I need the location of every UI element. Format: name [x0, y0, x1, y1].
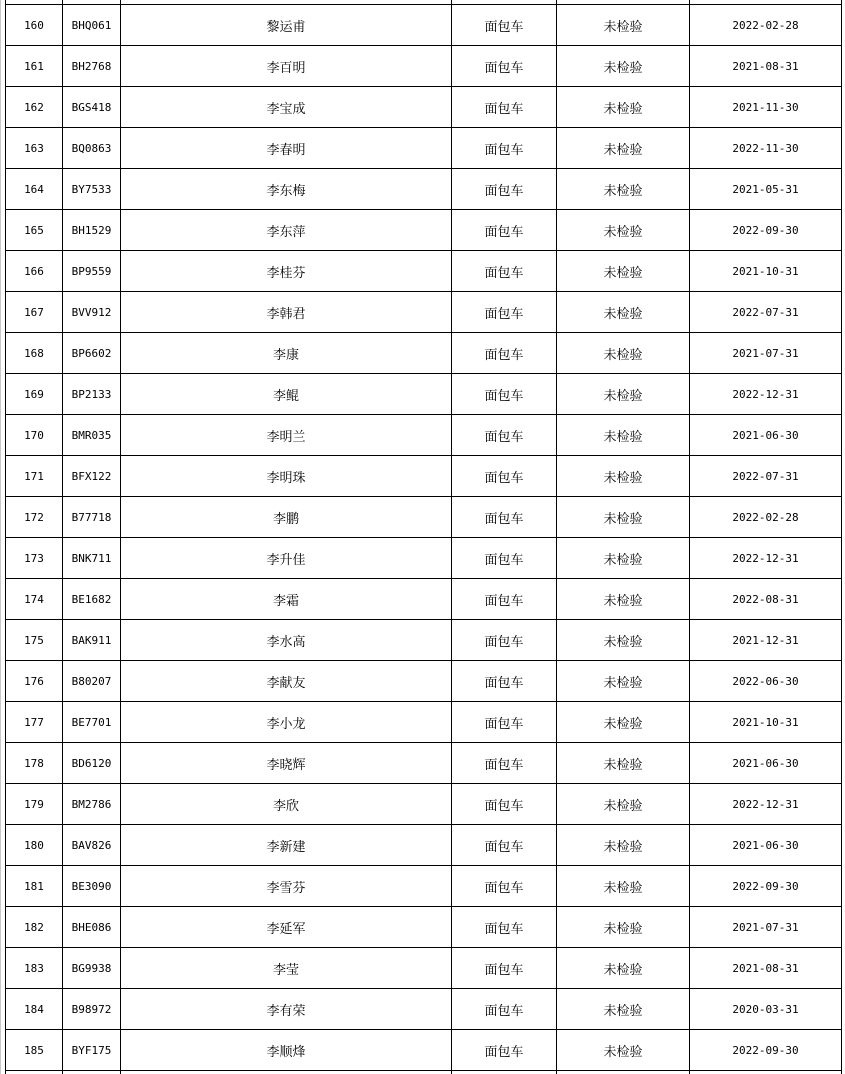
plate-number-cell[interactable]: BNK711	[63, 538, 121, 579]
plate-number-cell[interactable]: BGS418	[63, 87, 121, 128]
table-row	[6, 333, 842, 374]
expiry-date-cell[interactable]: 2022-09-30	[690, 210, 842, 251]
row-number-cell[interactable]: 179	[6, 784, 63, 825]
inspection-status-cell[interactable]: 未检验	[557, 251, 690, 292]
owner-name-cell[interactable]: 李桂芬	[121, 251, 452, 292]
inspection-status-cell[interactable]: 未检验	[557, 497, 690, 538]
inspection-status-cell[interactable]: 未检验	[557, 579, 690, 620]
row-number-cell[interactable]	[6, 1071, 63, 1074]
plate-number-cell[interactable]: BH1529	[63, 210, 121, 251]
inspection-status-cell[interactable]: 未检验	[557, 210, 690, 251]
owner-name-cell[interactable]: 黎运甫	[121, 5, 452, 46]
inspection-status-cell[interactable]: 未检验	[557, 948, 690, 989]
plate-number-cell[interactable]: BFX122	[63, 456, 121, 497]
row-number-cell[interactable]: 174	[6, 579, 63, 620]
inspection-status-cell[interactable]: 未检验	[557, 415, 690, 456]
inspection-status-cell[interactable]: 未检验	[557, 743, 690, 784]
plate-number-cell[interactable]: BH2768	[63, 46, 121, 87]
expiry-date-cell[interactable]: 2022-11-30	[690, 128, 842, 169]
expiry-date-cell[interactable]: 2021-10-31	[690, 251, 842, 292]
vehicle-type-cell[interactable]: 面包车	[452, 1030, 557, 1071]
inspection-status-cell[interactable]: 未检验	[557, 333, 690, 374]
plate-number-cell[interactable]: B98972	[63, 989, 121, 1030]
owner-name-cell[interactable]: 李雪芬	[121, 866, 452, 907]
vehicle-type-cell[interactable]: 面包车	[452, 415, 557, 456]
vehicle-type-cell[interactable]: 面包车	[452, 497, 557, 538]
expiry-date-cell[interactable]: 2022-12-31	[690, 784, 842, 825]
owner-name-cell[interactable]: 李韩君	[121, 292, 452, 333]
inspection-status-cell[interactable]: 未检验	[557, 1030, 690, 1071]
table-row	[6, 5, 842, 46]
table-row	[6, 210, 842, 251]
inspection-status-cell[interactable]: 未检验	[557, 866, 690, 907]
table-row	[6, 1071, 842, 1074]
owner-name-cell[interactable]: 李水高	[121, 620, 452, 661]
row-number-cell[interactable]: 185	[6, 1030, 63, 1071]
inspection-status-cell[interactable]: 未检验	[557, 784, 690, 825]
table-row	[6, 46, 842, 87]
expiry-date-cell[interactable]: 2021-08-31	[690, 948, 842, 989]
owner-name-cell[interactable]: 李新建	[121, 825, 452, 866]
vehicle-type-cell[interactable]: 面包车	[452, 661, 557, 702]
table-row	[6, 784, 842, 825]
row-number-cell[interactable]: 164	[6, 169, 63, 210]
plate-number-cell[interactable]: BE3090	[63, 866, 121, 907]
vehicle-type-cell[interactable]: 面包车	[452, 620, 557, 661]
row-number-cell[interactable]: 169	[6, 374, 63, 415]
inspection-status-cell[interactable]: 未检验	[557, 374, 690, 415]
vehicle-type-cell[interactable]: 面包车	[452, 456, 557, 497]
plate-number-cell[interactable]: BE1682	[63, 579, 121, 620]
row-number-cell[interactable]: 177	[6, 702, 63, 743]
owner-name-cell[interactable]: 李霜	[121, 579, 452, 620]
vehicle-type-cell[interactable]: 面包车	[452, 743, 557, 784]
owner-name-cell[interactable]: 李欣	[121, 784, 452, 825]
row-number-cell[interactable]: 178	[6, 743, 63, 784]
table-row	[6, 87, 842, 128]
vehicle-type-cell[interactable]: 面包车	[452, 579, 557, 620]
plate-number-cell[interactable]: BY7533	[63, 169, 121, 210]
table-row	[6, 538, 842, 579]
vehicle-type-cell[interactable]: 面包车	[452, 538, 557, 579]
owner-name-cell[interactable]: 李小龙	[121, 702, 452, 743]
inspection-status-cell[interactable]: 未检验	[557, 907, 690, 948]
plate-number-cell[interactable]: BP9559	[63, 251, 121, 292]
vehicle-type-cell[interactable]: 面包车	[452, 210, 557, 251]
vehicle-type-cell[interactable]: 面包车	[452, 374, 557, 415]
expiry-date-cell[interactable]: 2022-09-30	[690, 1030, 842, 1071]
plate-number-cell[interactable]: BG9938	[63, 948, 121, 989]
inspection-status-cell[interactable]: 未检验	[557, 989, 690, 1030]
expiry-date-cell[interactable]: 2021-05-31	[690, 169, 842, 210]
inspection-status-cell[interactable]: 未检验	[557, 292, 690, 333]
inspection-status-cell[interactable]: 未检验	[557, 456, 690, 497]
owner-name-cell[interactable]: 李升佳	[121, 538, 452, 579]
row-number-cell[interactable]: 172	[6, 497, 63, 538]
owner-name-cell[interactable]: 李鲲	[121, 374, 452, 415]
expiry-date-cell[interactable]: 2022-06-30	[690, 661, 842, 702]
table-row	[6, 128, 842, 169]
inspection-status-cell[interactable]: 未检验	[557, 5, 690, 46]
inspection-status-cell[interactable]: 未检验	[557, 128, 690, 169]
expiry-date-cell[interactable]: 2022-09-30	[690, 866, 842, 907]
row-number-cell[interactable]: 161	[6, 46, 63, 87]
inspection-status-cell[interactable]: 未检验	[557, 169, 690, 210]
owner-name-cell[interactable]: 李康	[121, 333, 452, 374]
vehicle-type-cell[interactable]: 面包车	[452, 702, 557, 743]
inspection-status-cell[interactable]: 未检验	[557, 46, 690, 87]
vehicle-roster-table	[5, 0, 842, 1074]
inspection-status-cell[interactable]: 未检验	[557, 87, 690, 128]
expiry-date-cell[interactable]: 2021-10-31	[690, 702, 842, 743]
vehicle-type-cell[interactable]: 面包车	[452, 825, 557, 866]
table-row	[6, 907, 842, 948]
row-number-cell[interactable]: 180	[6, 825, 63, 866]
table-row	[6, 702, 842, 743]
row-number-cell[interactable]: 184	[6, 989, 63, 1030]
plate-number-cell[interactable]: BHE086	[63, 907, 121, 948]
vehicle-type-cell[interactable]: 面包车	[452, 5, 557, 46]
vehicle-type-cell[interactable]: 面包车	[452, 989, 557, 1030]
row-number-cell[interactable]: 165	[6, 210, 63, 251]
plate-number-cell[interactable]: B77718	[63, 497, 121, 538]
vehicle-type-cell[interactable]: 面包车	[452, 251, 557, 292]
owner-name-cell[interactable]: 李宝成	[121, 87, 452, 128]
plate-number-cell[interactable]: BVV912	[63, 292, 121, 333]
row-number-cell[interactable]: 173	[6, 538, 63, 579]
expiry-date-cell[interactable]: 2022-12-31	[690, 374, 842, 415]
expiry-date-cell[interactable]: 2021-11-30	[690, 87, 842, 128]
row-number-cell[interactable]: 166	[6, 251, 63, 292]
owner-name-cell[interactable]: 李明兰	[121, 415, 452, 456]
table-row	[6, 292, 842, 333]
row-number-cell[interactable]: 162	[6, 87, 63, 128]
table-row	[6, 743, 842, 784]
plate-number-cell[interactable]: BHQ061	[63, 5, 121, 46]
vehicle-type-cell[interactable]: 面包车	[452, 169, 557, 210]
expiry-date-cell[interactable]: 2021-06-30	[690, 825, 842, 866]
table-row	[6, 866, 842, 907]
owner-name-cell[interactable]: 李百明	[121, 46, 452, 87]
expiry-date-cell[interactable]: 2020-03-31	[690, 989, 842, 1030]
expiry-date-cell[interactable]: 2021-07-31	[690, 907, 842, 948]
table-row	[6, 169, 842, 210]
owner-name-cell[interactable]: 李延军	[121, 907, 452, 948]
plate-number-cell[interactable]: BP2133	[63, 374, 121, 415]
owner-name-cell[interactable]: 李献友	[121, 661, 452, 702]
row-number-cell[interactable]: 170	[6, 415, 63, 456]
inspection-status-cell[interactable]: 未检验	[557, 661, 690, 702]
row-number-cell[interactable]: 171	[6, 456, 63, 497]
owner-name-cell[interactable]: 李明珠	[121, 456, 452, 497]
row-number-cell[interactable]: 163	[6, 128, 63, 169]
table-row	[6, 825, 842, 866]
table-row	[6, 989, 842, 1030]
table-row	[6, 415, 842, 456]
table-row	[6, 579, 842, 620]
vehicle-type-cell[interactable]: 面包车	[452, 292, 557, 333]
vehicle-type-cell[interactable]: 面包车	[452, 784, 557, 825]
row-number-cell[interactable]: 181	[6, 866, 63, 907]
vehicle-type-cell[interactable]: 面包车	[452, 128, 557, 169]
vehicle-type-cell[interactable]: 面包车	[452, 907, 557, 948]
plate-number-cell[interactable]: BE7701	[63, 702, 121, 743]
expiry-date-cell[interactable]: 2022-02-28	[690, 497, 842, 538]
table-row	[6, 948, 842, 989]
expiry-date-cell[interactable]: 2021-07-31	[690, 333, 842, 374]
row-number-cell[interactable]: 182	[6, 907, 63, 948]
owner-name-cell[interactable]: 李东萍	[121, 210, 452, 251]
table-row	[6, 374, 842, 415]
inspection-status-cell[interactable]: 未检验	[557, 825, 690, 866]
vehicle-type-cell[interactable]: 面包车	[452, 46, 557, 87]
vehicle-type-cell[interactable]: 面包车	[452, 866, 557, 907]
inspection-status-cell[interactable]: 未检验	[557, 702, 690, 743]
plate-number-cell[interactable]: BAV826	[63, 825, 121, 866]
owner-name-cell[interactable]: 李有荣	[121, 989, 452, 1030]
owner-name-cell[interactable]: 李鹏	[121, 497, 452, 538]
plate-number-cell[interactable]: BAK911	[63, 620, 121, 661]
expiry-date-cell[interactable]: 2022-12-31	[690, 538, 842, 579]
plate-number-cell[interactable]: BMR035	[63, 415, 121, 456]
vehicle-type-cell[interactable]: 面包车	[452, 948, 557, 989]
expiry-date-cell[interactable]: 2022-02-28	[690, 5, 842, 46]
expiry-date-cell[interactable]: 2021-12-31	[690, 620, 842, 661]
row-number-cell[interactable]: 176	[6, 661, 63, 702]
owner-name-cell[interactable]: 李晓辉	[121, 743, 452, 784]
owner-name-cell[interactable]: 李莹	[121, 948, 452, 989]
row-number-cell[interactable]: 183	[6, 948, 63, 989]
plate-number-cell[interactable]: B80207	[63, 661, 121, 702]
row-number-cell[interactable]: 175	[6, 620, 63, 661]
row-number-cell[interactable]: 168	[6, 333, 63, 374]
inspection-status-cell[interactable]: 未检验	[557, 620, 690, 661]
owner-name-cell[interactable]: 李春明	[121, 128, 452, 169]
sheet-left-edge	[0, 0, 1, 1074]
plate-number-cell[interactable]: BYF175	[63, 1030, 121, 1071]
plate-number-cell[interactable]	[63, 1071, 121, 1074]
table-row	[6, 251, 842, 292]
table-row	[6, 620, 842, 661]
plate-number-cell[interactable]: BP6602	[63, 333, 121, 374]
owner-name-cell[interactable]: 李东梅	[121, 169, 452, 210]
inspection-status-cell[interactable]	[557, 1071, 690, 1074]
table-row	[6, 497, 842, 538]
expiry-date-cell[interactable]: 2022-07-31	[690, 456, 842, 497]
table-row	[6, 1030, 842, 1071]
table-row	[6, 661, 842, 702]
row-number-cell[interactable]: 167	[6, 292, 63, 333]
expiry-date-cell[interactable]: 2022-07-31	[690, 292, 842, 333]
row-number-cell[interactable]: 160	[6, 5, 63, 46]
plate-number-cell[interactable]: BM2786	[63, 784, 121, 825]
owner-name-cell[interactable]	[121, 1071, 452, 1074]
table-row	[6, 456, 842, 497]
owner-name-cell[interactable]: 李顺烽	[121, 1030, 452, 1071]
expiry-date-cell[interactable]: 2021-08-31	[690, 46, 842, 87]
inspection-status-cell[interactable]: 未检验	[557, 538, 690, 579]
expiry-date-cell[interactable]	[690, 1071, 842, 1074]
vehicle-type-cell[interactable]	[452, 1071, 557, 1074]
expiry-date-cell[interactable]: 2021-06-30	[690, 415, 842, 456]
vehicle-type-cell[interactable]: 面包车	[452, 87, 557, 128]
vehicle-type-cell[interactable]: 面包车	[452, 333, 557, 374]
plate-number-cell[interactable]: BD6120	[63, 743, 121, 784]
plate-number-cell[interactable]: BQ0863	[63, 128, 121, 169]
expiry-date-cell[interactable]: 2022-08-31	[690, 579, 842, 620]
roster-body	[6, 0, 842, 1074]
expiry-date-cell[interactable]: 2021-06-30	[690, 743, 842, 784]
